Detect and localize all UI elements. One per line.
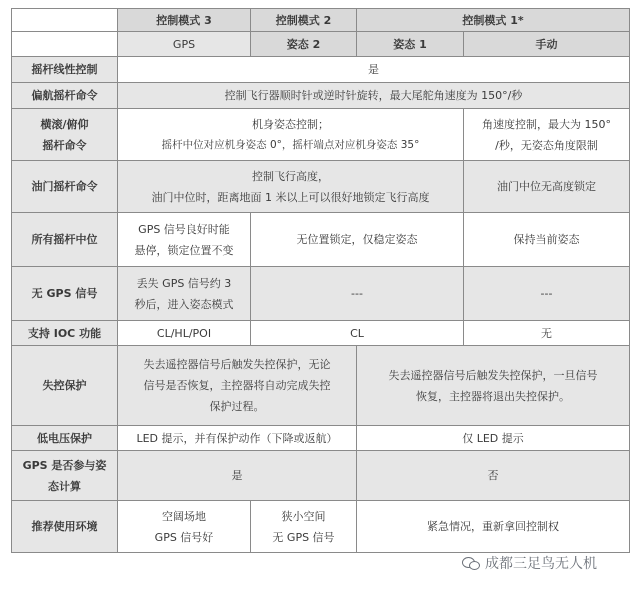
cell-gps — [118, 213, 251, 267]
row-label: 无 GPS 信号 — [12, 267, 118, 321]
row-label: 摇杆线性控制 — [12, 57, 118, 83]
cell-manual-rate-control — [464, 109, 630, 161]
cell-manual: 油门中位无高度锁定 — [464, 161, 630, 213]
cell-line: 秒后，进入姿态模式 — [134, 297, 234, 311]
header-mode1: 控制模式 1* — [357, 9, 630, 32]
subheader-attitude2: 姿态 2 — [251, 32, 357, 57]
row-label — [12, 109, 118, 161]
cell-attitude: --- — [251, 267, 464, 321]
cell-attitude-control — [118, 109, 464, 161]
row-label: 推荐使用环境 — [12, 501, 118, 553]
row-label-line: 摇杆命令 — [42, 138, 87, 152]
cell-attitude2 — [251, 501, 357, 553]
cell-gps — [118, 267, 251, 321]
cell-line: 摇杆中位对应机身姿态 0°，摇杆端点对应机身姿态 35° — [161, 138, 420, 151]
cell-manual: 保持当前姿态 — [464, 213, 630, 267]
row-yaw-command — [12, 83, 630, 109]
row-label: 偏航摇杆命令 — [12, 83, 118, 109]
row-label: 所有摇杆中位 — [12, 213, 118, 267]
cell-manual: 紧急情况，重新拿回控制权 — [357, 501, 630, 553]
cell-line: 无 GPS 信号 — [272, 530, 335, 544]
cell-line: /秒，无姿态角度限制 — [495, 138, 598, 152]
cell-line: 失去遥控器信号后触发失控保护，无论 — [143, 358, 331, 371]
row-sticks-centered — [12, 213, 630, 267]
cell-line: 保护过程。 — [209, 400, 265, 413]
cell-manual: 无 — [464, 321, 630, 346]
cell-gps: CL/HL/POI — [118, 321, 251, 346]
row-stick-linear — [12, 57, 630, 83]
row-ioc — [12, 321, 630, 346]
row-environment — [12, 501, 630, 553]
row-label — [12, 451, 118, 501]
cell-low-voltage-manual: 仅 LED 提示 — [357, 426, 630, 451]
cell-gps-attitude-auto: 是 — [118, 451, 357, 501]
row-label-line: 态计算 — [48, 479, 81, 493]
row-gps-attitude-calc — [12, 451, 630, 501]
cell-gps — [118, 501, 251, 553]
header-row — [12, 9, 630, 32]
cell-gps-attitude-manual: 否 — [357, 451, 630, 501]
cell-line: 控制飞行高度， — [252, 169, 329, 183]
row-no-gps — [12, 267, 630, 321]
cell-line: 悬停，锁定位置不变 — [134, 243, 234, 257]
cell-line: 丢失 GPS 信号约 3 — [136, 276, 232, 290]
cell-line: 角速度控制，最大为 150° — [482, 117, 611, 131]
cell-value: 是 — [118, 57, 630, 83]
header-mode3: 控制模式 3 — [118, 9, 251, 32]
cell-low-voltage-auto: LED 提示，并有保护动作（下降或返航） — [118, 426, 357, 451]
row-label-line: 横滚/俯仰 — [40, 117, 89, 131]
cell-failsafe-manual — [357, 346, 630, 426]
row-label: 油门摇杆命令 — [12, 161, 118, 213]
wechat-icon — [462, 556, 480, 570]
cell-line: 机身姿态控制； — [252, 117, 329, 131]
cell-value: 控制飞行器顺时针或逆时针旋转，最大尾舵角速度为 150°/秒 — [118, 83, 630, 109]
cell-attitude: 无位置锁定，仅稳定姿态 — [251, 213, 464, 267]
subheader-row — [12, 32, 630, 57]
header-mode2: 控制模式 2 — [251, 9, 357, 32]
watermark — [462, 553, 597, 573]
row-label-line: GPS 是否参与姿 — [22, 458, 107, 472]
cell-line: 空阔场地 — [162, 509, 206, 523]
cell-line: 油门中位时，距离地面 1 米以上可以很好地锁定飞行高度 — [151, 190, 430, 204]
row-low-voltage — [12, 426, 630, 451]
flight-mode-comparison-table — [11, 8, 630, 553]
cell-line: GPS 信号良好时能 — [138, 222, 230, 236]
row-failsafe — [12, 346, 630, 426]
cell-manual: --- — [464, 267, 630, 321]
cell-altitude-control — [118, 161, 464, 213]
subheader-attitude1: 姿态 1 — [357, 32, 464, 57]
row-throttle — [12, 161, 630, 213]
header-corner — [12, 9, 118, 32]
row-label: 低电压保护 — [12, 426, 118, 451]
cell-line: 狭小空间 — [281, 509, 326, 523]
row-roll-pitch — [12, 109, 630, 161]
watermark-text: 成都三足鸟无人机 — [485, 556, 597, 572]
cell-line: GPS 信号好 — [154, 530, 214, 544]
row-label: 失控保护 — [12, 346, 118, 426]
cell-attitude: CL — [251, 321, 464, 346]
subheader-gps: GPS — [118, 32, 251, 57]
row-label: 支持 IOC 功能 — [12, 321, 118, 346]
subheader-manual: 手动 — [464, 32, 630, 57]
cell-line: 信号是否恢复，主控器将自动完成失控 — [143, 379, 331, 392]
cell-failsafe-auto — [118, 346, 357, 426]
cell-line: 恢复，主控器将退出失控保护。 — [416, 389, 570, 403]
cell-line: 失去遥控器信号后触发失控保护，一旦信号 — [388, 368, 598, 382]
subheader-corner — [12, 32, 118, 57]
